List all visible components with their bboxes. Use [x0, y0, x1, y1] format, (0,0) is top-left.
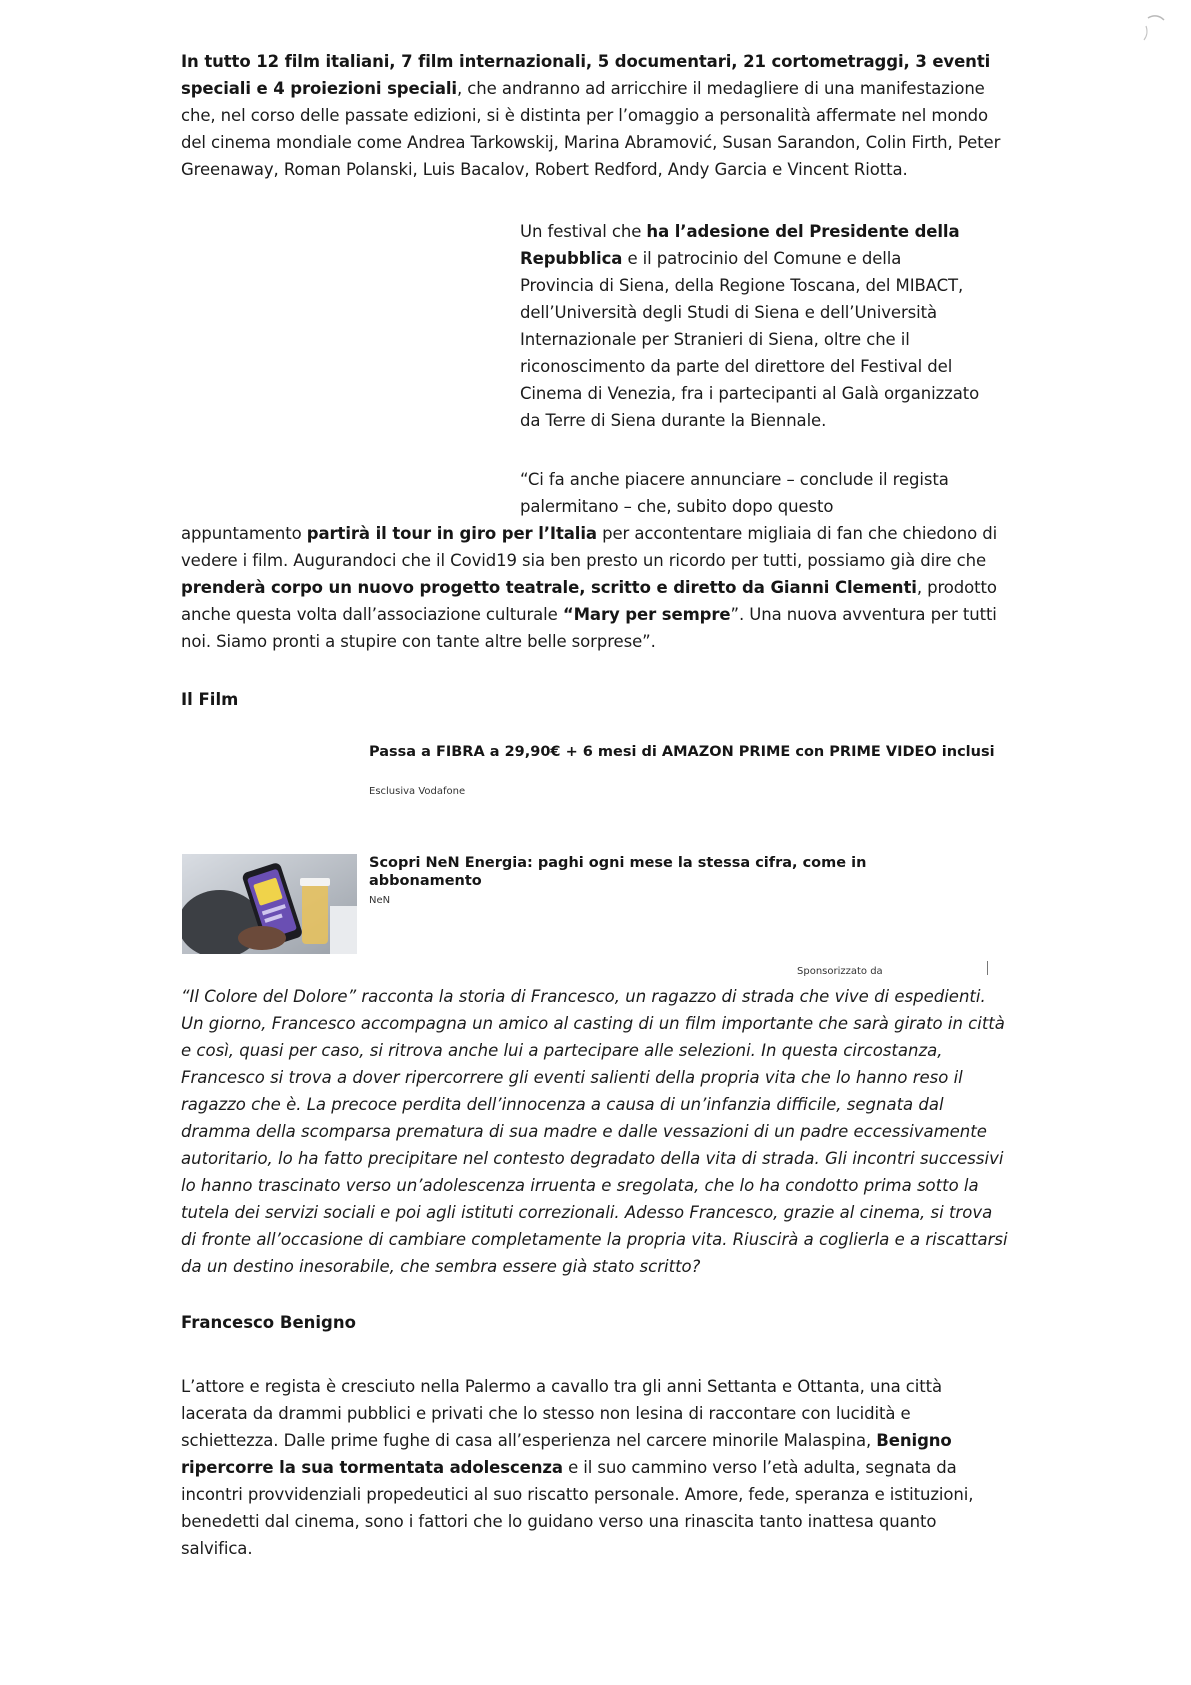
- ad-nen-title[interactable]: Scopri NeN Energia: paghi ogni mese la stessa cifra, come in abbonamento: [369, 855, 867, 889]
- quote-bold-association: “Mary per sempre: [562, 605, 731, 624]
- quote-text-5: ”. Una nuova avventura per tutti noi. Siamo pronti a stupire con tante altre belle sorprese”.: [181, 605, 997, 651]
- quote-text-3: per accontentare migliaia di fan che chiedono di vedere i film. Augurandoci che il Covid19 sia ben presto un ricordo per tutti, possiamo già dire che: [181, 524, 998, 570]
- sponsored-label: Sponsorizzato da: [797, 966, 883, 977]
- benigno-bio-paragraph: [181, 1373, 1011, 1562]
- intro-paragraph: [181, 48, 1011, 183]
- ad-vodafone-source: Esclusiva Vodafone: [369, 786, 466, 797]
- film-synopsis: “Il Colore del Dolore” racconta la storia di Francesco, un ragazzo di strada che vive di espedienti. Un giorno, Francesco accompagna un amico al casting di un film importante che sarà girato in città e così, quasi per caso, si ritrova anche lui a partecipare alle selezioni. In questa circostanza, Francesco si trova a dover ripercorrere gli eventi salienti della propria vita che lo hanno reso il ragazzo che è. La precoce perdita dell’innocenza a causa di un’infanzia difficile, segnata dal dramma della scomparsa prematura di sua madre e dalle vessazioni di un padre eccessivamente autoritario, lo ha fatto precipitare nel contesto degradato della vita di strada. Gli incontri successivi lo hanno trascinato verso un’adolescenza irruenta e sregolata, che lo ha condotto prima sotto la tutela dei servizi sociali e poi agli istituti correzionali. Adesso Francesco, grazie al cinema, si trova di fronte all’occasione di cambiare completamente la propria vita. Riuscirà a coglierla e a riscattarsi da un destino inesorabile, che sembra essere già stato scritto?: [181, 987, 1008, 1276]
- festival-bold: ha l’adesione del Presidente della Repubblica: [520, 222, 960, 268]
- intro-text: , che andranno ad arricchire il medagliere di una manifestazione che, nel corso delle passate edizioni, si è distinta per l’omaggio a personalità affermate nel mondo del cinema mondiale come Andrea Tarkowskij, Marina Abramović, Susan Sarandon, Colin Firth, Peter Greenaway, Roman Polanski, Luis Bacalov, Robert Redford, Andy Garcia e Vincent Riotta.: [181, 79, 1001, 179]
- ad-vodafone-title[interactable]: Passa a FIBRA a 29,90€ + 6 mesi di AMAZON PRIME con PRIME VIDEO inclusi: [369, 744, 995, 760]
- quote-bold-tour: partirà il tour in giro per l’Italia: [306, 524, 597, 543]
- bio-text-2: e il suo cammino verso l’età adulta, segnata da incontri provvidenziali propedeutici al suo riscatto personale. Amore, fede, speranza e istituzioni, benedetti dal cinema, sono i fattori che lo guidano verso una rinascita tanto inattesa quanto salvifica.: [181, 1458, 974, 1558]
- quote-paragraph-start: [520, 466, 990, 520]
- quote-bold-project: prenderà corpo un nuovo progetto teatrale, scritto e diretto da Gianni Clementi: [181, 578, 917, 597]
- film-section-heading: Il Film: [181, 690, 239, 709]
- ad-nen-image[interactable]: [182, 854, 357, 954]
- sponsored-divider: [987, 961, 988, 975]
- intro-bold-stats: In tutto 12 film italiani, 7 film internazionali, 5 documentari, 21 cortometraggi, 3 eventi speciali e 4 proiezioni speciali: [181, 52, 991, 98]
- festival-text-2: e il patrocinio del Comune e della Provincia di Siena, della Regione Toscana, del MIBACT, dell’Università degli Studi di Siena e dell’Università Internazionale per Stranieri di Siena, oltre che il riconoscimento da parte del direttore del Festival del Cinema di Venezia, fra i partecipanti al Galà organizzato da Terre di Siena durante la Biennale.: [520, 249, 980, 430]
- bio-bold: Benigno ripercorre la sua tormentata adolescenza: [181, 1431, 952, 1477]
- scan-corner-mark: [1140, 8, 1170, 44]
- bio-text-1: L’attore e regista è cresciuto nella Palermo a cavallo tra gli anni Settanta e Ottanta, una città lacerata da drammi pubblici e privati che lo stesso non lesina di raccontare con lucidità e schiettezza. Dalle prime fughe di casa all’esperienza nel carcere minorile Malaspina,: [181, 1377, 942, 1450]
- quote-text-1: “Ci fa anche piacere annunciare – conclude il regista palermitano – che, subito dopo questo: [520, 470, 949, 516]
- festival-text-1: Un festival che: [520, 222, 647, 241]
- festival-paragraph: [520, 218, 980, 434]
- quote-text-4: , prodotto anche questa volta dall’associazione culturale: [181, 578, 997, 624]
- quote-text-2: appuntamento: [181, 524, 307, 543]
- ad-nen-source: NeN: [369, 895, 391, 906]
- quote-paragraph-rest: [181, 520, 1011, 655]
- benigno-section-heading: Francesco Benigno: [181, 1313, 356, 1332]
